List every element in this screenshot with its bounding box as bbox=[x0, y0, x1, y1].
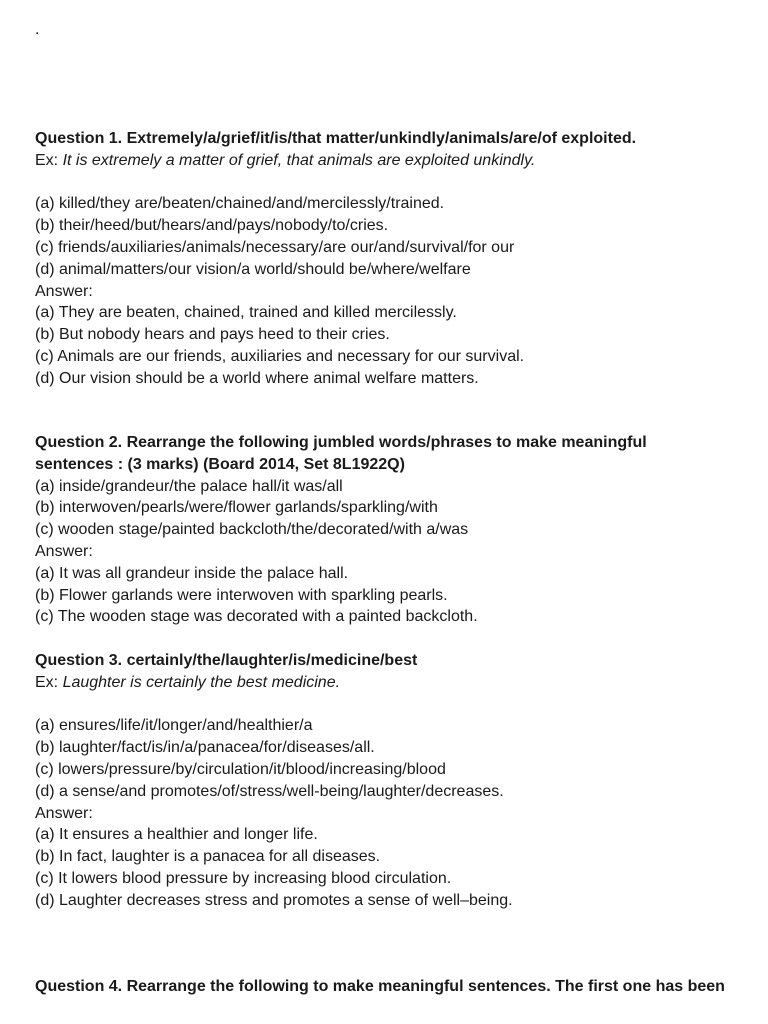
question-1-block bbox=[35, 128, 750, 390]
answer-label: Answer: bbox=[35, 804, 93, 822]
example-prefix: Ex: bbox=[35, 673, 63, 691]
question-item: (c) friends/auxiliaries/animals/necessary/are our/and/survival/for our bbox=[35, 238, 515, 256]
question-item: (b) their/heed/but/hears/and/pays/nobody/to/cries. bbox=[35, 217, 389, 235]
question-3-example bbox=[35, 672, 750, 694]
question-4-title: Question 4. Rearrange the following to make meaningful sentences. The first one has been bbox=[35, 978, 725, 995]
spacer bbox=[35, 172, 750, 194]
answer-item: (c) It lowers blood pressure by increasing blood circulation. bbox=[35, 869, 452, 887]
answer-item: (a) They are beaten, chained, trained and killed mercilessly. bbox=[35, 304, 457, 322]
answer-item: (b) Flower garlands were interwoven with sparkling pearls. bbox=[35, 586, 448, 604]
question-1-title: Question 1. Extremely/a/grief/it/is/that matter/unkindly/animals/are/of exploited. bbox=[35, 130, 637, 147]
question-3-title: Question 3. certainly/the/laughter/is/medicine/best bbox=[35, 652, 418, 669]
spacer bbox=[35, 694, 750, 716]
answer-item: (a) It ensures a healthier and longer life. bbox=[35, 826, 318, 844]
question-item: (b) laughter/fact/is/in/a/panacea/for/diseases/all. bbox=[35, 739, 375, 757]
question-3-block bbox=[35, 650, 750, 912]
answer-item: (c) Animals are our friends, auxiliaries and necessary for our survival. bbox=[35, 347, 525, 365]
example-prefix: Ex: bbox=[35, 151, 63, 169]
question-item: (c) wooden stage/painted backcloth/the/decorated/with a/was bbox=[35, 521, 469, 539]
answer-item: (b) In fact, laughter is a panacea for all diseases. bbox=[35, 848, 381, 866]
question-item: (d) a sense/and promotes/of/stress/well-being/laughter/decreases. bbox=[35, 782, 504, 800]
answer-item: (a) It was all grandeur inside the palace hall. bbox=[35, 564, 349, 582]
example-text: Laughter is certainly the best medicine. bbox=[62, 673, 341, 691]
question-item: (a) ensures/life/it/longer/and/healthier/a bbox=[35, 717, 313, 735]
answer-item: (d) Our vision should be a world where animal welfare matters. bbox=[35, 369, 479, 387]
question-item: (a) killed/they are/beaten/chained/and/mercilessly/trained. bbox=[35, 195, 445, 213]
answer-item: (d) Laughter decreases stress and promotes a sense of well–being. bbox=[35, 891, 513, 909]
question-2-block bbox=[35, 432, 675, 628]
question-item: (a) inside/grandeur/the palace hall/it was/all bbox=[35, 477, 343, 495]
question-item: (d) animal/matters/our vision/a world/should be/where/welfare bbox=[35, 260, 471, 278]
answer-label: Answer: bbox=[35, 542, 93, 560]
answer-label: Answer: bbox=[35, 282, 93, 300]
top-mark: . bbox=[35, 21, 40, 38]
answer-item: (c) The wooden stage was decorated with a painted backcloth. bbox=[35, 608, 478, 626]
example-text: It is extremely a matter of grief, that animals are exploited unkindly. bbox=[62, 151, 536, 169]
question-item: (b) interwoven/pearls/were/flower garlands/sparkling/with bbox=[35, 499, 438, 517]
answer-item: (b) But nobody hears and pays heed to their cries. bbox=[35, 326, 390, 344]
question-2-title: Question 2. Rearrange the following jumbled words/phrases to make meaningful sentences : (3 marks) (Board 2014, Set 8L1922Q) bbox=[35, 434, 647, 473]
question-item: (c) lowers/pressure/by/circulation/it/blood/increasing/blood bbox=[35, 760, 446, 778]
question-1-example bbox=[35, 150, 750, 172]
question-4-block bbox=[35, 976, 750, 998]
